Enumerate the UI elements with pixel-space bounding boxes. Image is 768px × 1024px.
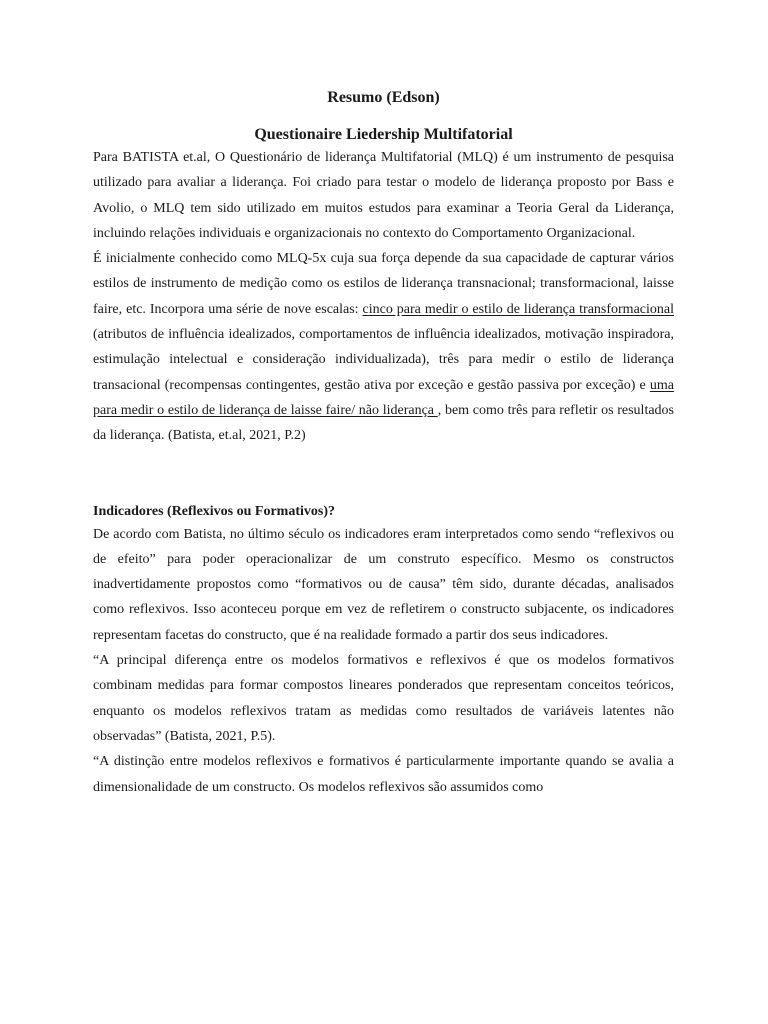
paragraph-4: “A principal diferença entre os modelos formativos e reflexivos é que os modelos formativos combinam medidas para formar compostos lineares ponderados que representam conceitos teóricos, enquanto os modelos reflexivos tratam as medidas como resultados de variáveis latentes não observadas” (Batista, 2021, P.5).: [93, 653, 674, 744]
paragraph-2-text-a: É inicialmente conhecido como MLQ-5x cuja sua força depende da sua capacidade de capturar vários estilos de instrumento de medição como os estilos de liderança transnacional; transformacional, laisse faire, etc. Incorpora uma série de nove escalas:: [93, 251, 674, 317]
paragraph-2: [93, 246, 674, 448]
underlined-phrase-transformational: cinco para medir o estilo de liderança transformacional: [362, 301, 674, 317]
paragraph-3: De acordo com Batista, no último século os indicadores eram interpretados como sendo “reflexivos ou de efeito” para poder operacionalizar de um construto específico. Mesmo os constructos inadvertidamente propostos como “formativos ou de causa” têm sido, durante décadas, analisados como reflexivos. Isso aconteceu porque em vez de refletirem o constructo subjacente, os indicadores representam facetas do constructo, que é na realidade formado a partir dos seus indicadores.: [93, 526, 674, 643]
underlined-phrase-laisse-faire: uma para medir o estilo de liderança de laisse faire/ não liderança: [93, 377, 674, 418]
paragraph-2-text-c: , bem como três para refletir os resultados da liderança. (Batista, et.al, 2021, P.2): [93, 402, 674, 444]
document-page: [93, 88, 674, 800]
paragraph-5: “A distinção entre modelos reflexivos e formativos é particularmente importante quando se avalia a dimensionalidade de um constructo. Os modelos reflexivos são assumidos como: [93, 754, 674, 795]
document-title: Resumo (Edson): [327, 89, 440, 106]
paragraph-2-text-b: (atributos de influência idealizados, comportamentos de influência idealizados, motivação inspiradora, estimulação intelectual e consideração individualizada), três para medir o estilo de liderança transacional (recompensas contingentes, gestão ativa por exceção e gestão passiva por exceção) e: [93, 327, 674, 393]
document-subtitle: Questionaire Liedership Multifatorial: [254, 126, 513, 143]
paragraph-1: Para BATISTA et.al, O Questionário de liderança Multifatorial (MLQ) é um instrumento de pesquisa utilizado para avaliar a liderança. Foi criado para testar o modelo de liderança proposto por Bass e Avolio, o MLQ tem sido utilizado em muitos estudos para examinar a Teoria Geral da Liderança, incluindo relações individuais e organizacionais no contexto do Comportamento Organizacional.: [93, 150, 674, 241]
section-heading-indicadores: Indicadores (Reflexivos ou Formativos)?: [93, 503, 335, 519]
